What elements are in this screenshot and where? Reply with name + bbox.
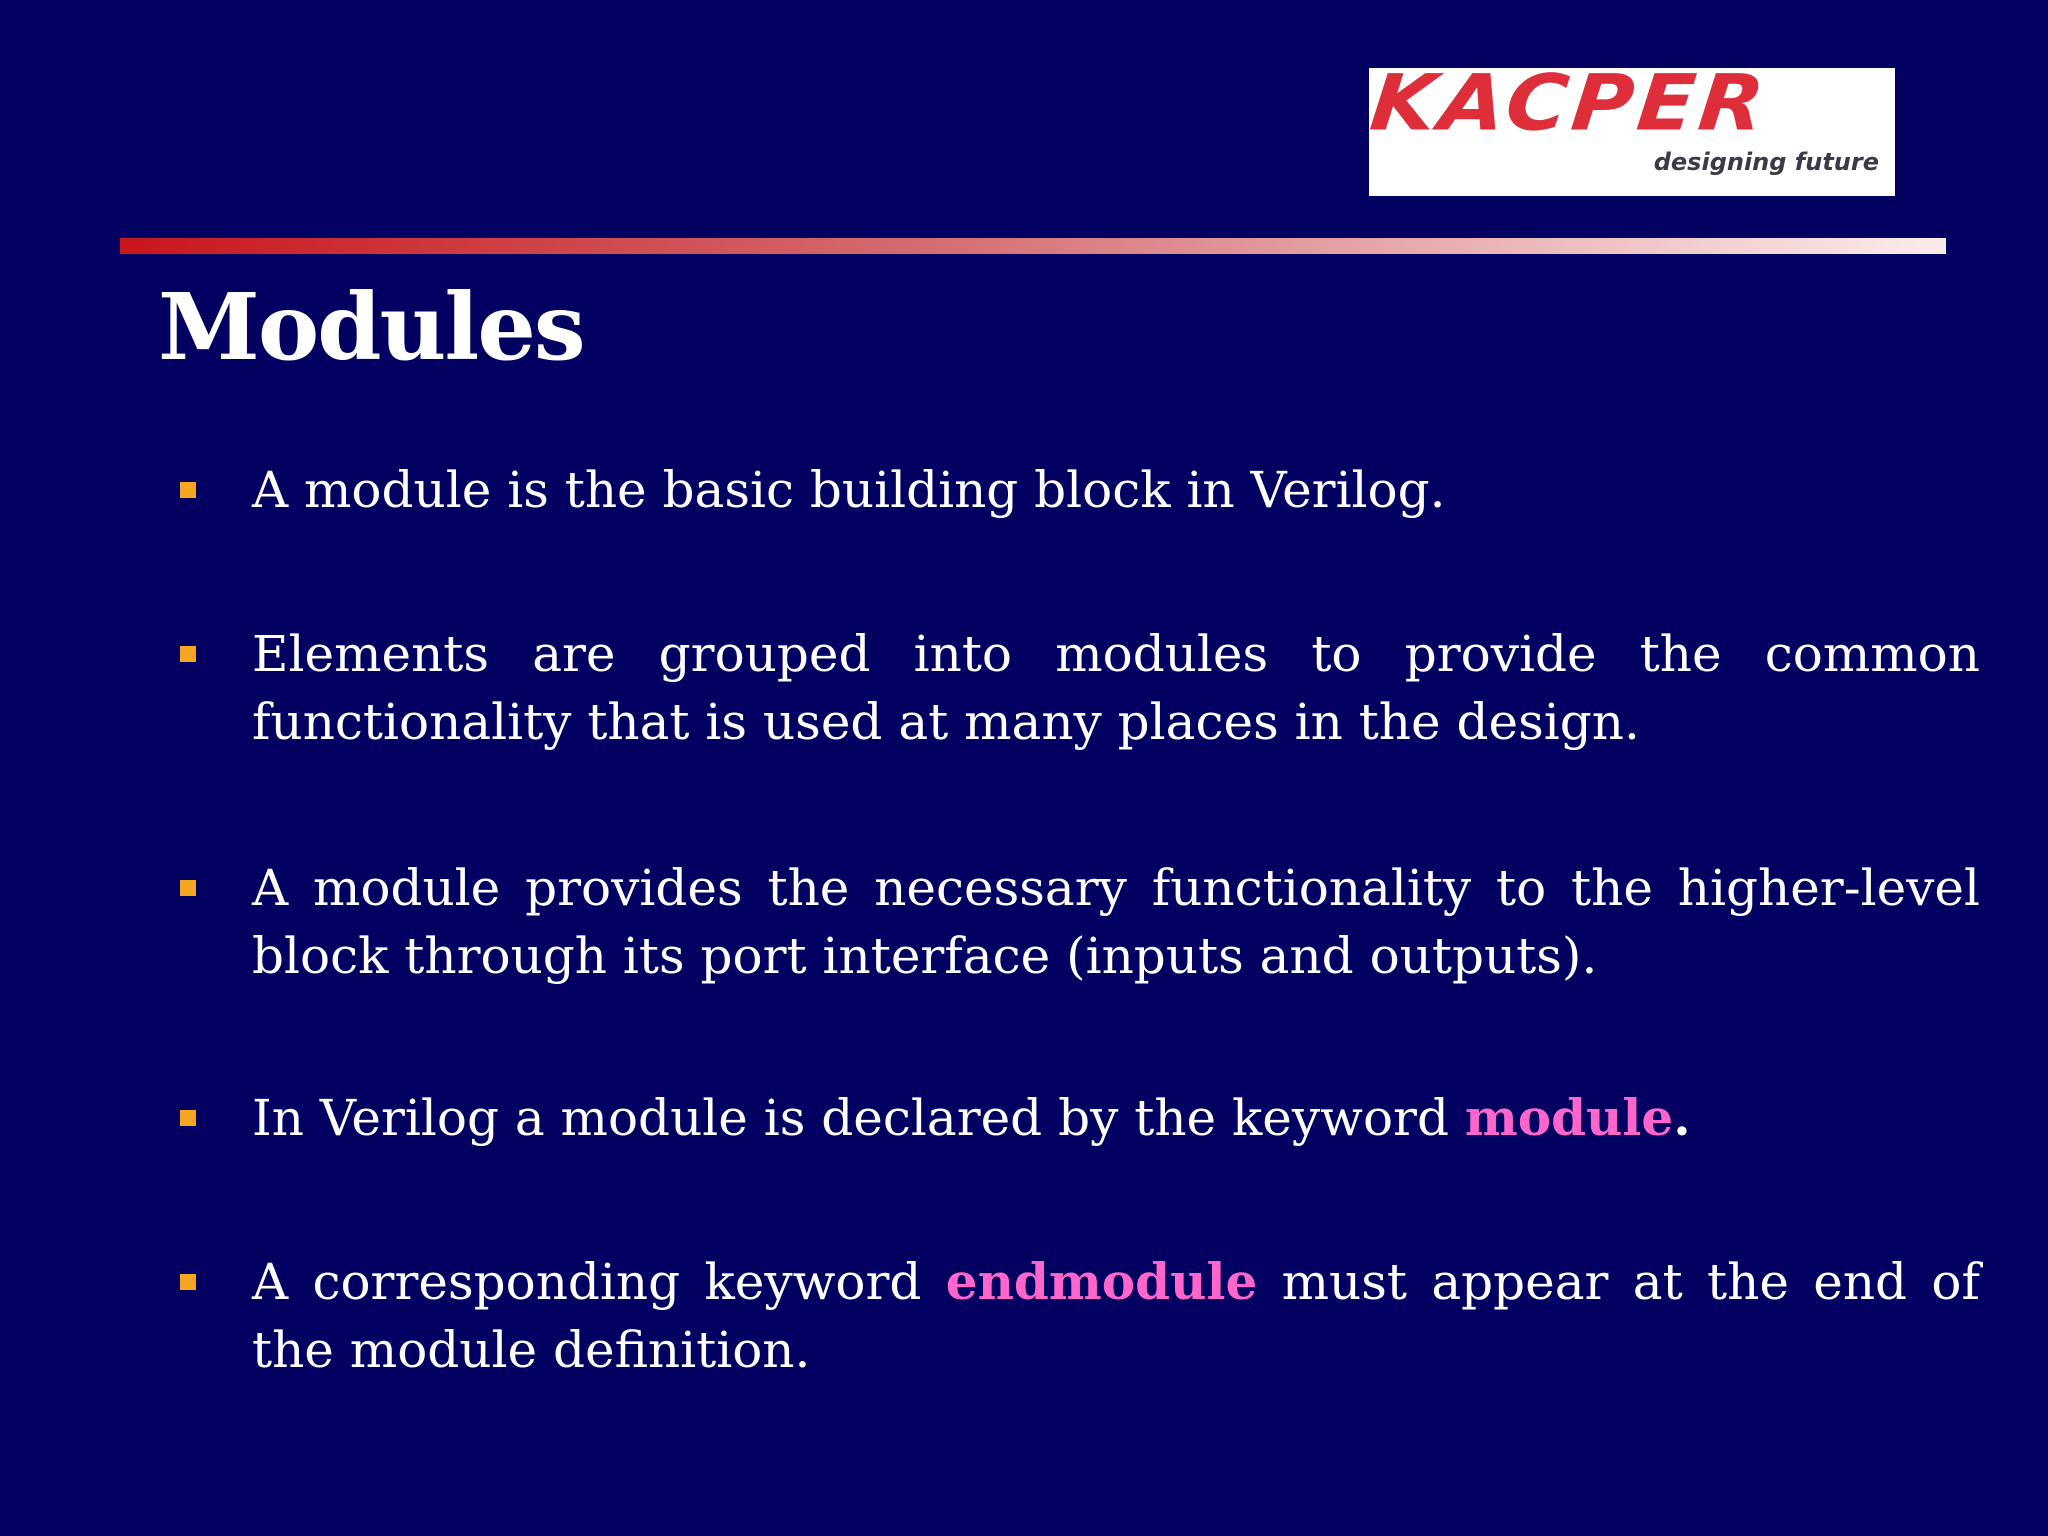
keyword-module: module [1464,1088,1674,1147]
bullet-item [252,854,1980,990]
bullet-text: A module provides the necessary functionality to the higher-level block through its port interface (inputs and outputs). [252,859,1980,985]
square-bullet-icon [180,646,196,662]
square-bullet-icon [180,1110,196,1126]
logo-brand-text: KACPER [1366,57,1773,148]
slide-title: Modules [158,273,584,381]
bullet-text: A corresponding keyword [252,1253,946,1311]
square-bullet-icon [180,482,196,498]
bullet-text: In Verilog a module is declared by the keyword [252,1089,1465,1147]
keyword-endmodule: endmodule [945,1252,1258,1311]
bullet-text: Elements are grouped into modules to provide the common functionality that is used at many places in the design. [252,625,1980,751]
bullet-text: A module is the basic building block in Verilog. [252,461,1446,519]
bullet-text-end: . [1673,1088,1691,1147]
bullet-item [252,456,1980,524]
square-bullet-icon [180,1274,196,1290]
square-bullet-icon [180,880,196,896]
bullet-item [252,620,1980,756]
logo-tagline: designing future [1653,148,1879,176]
bullet-text-end: must appear at the end of the module definition. [252,1253,1980,1379]
bullet-item [252,1248,1980,1384]
bullet-item [252,1084,1980,1152]
